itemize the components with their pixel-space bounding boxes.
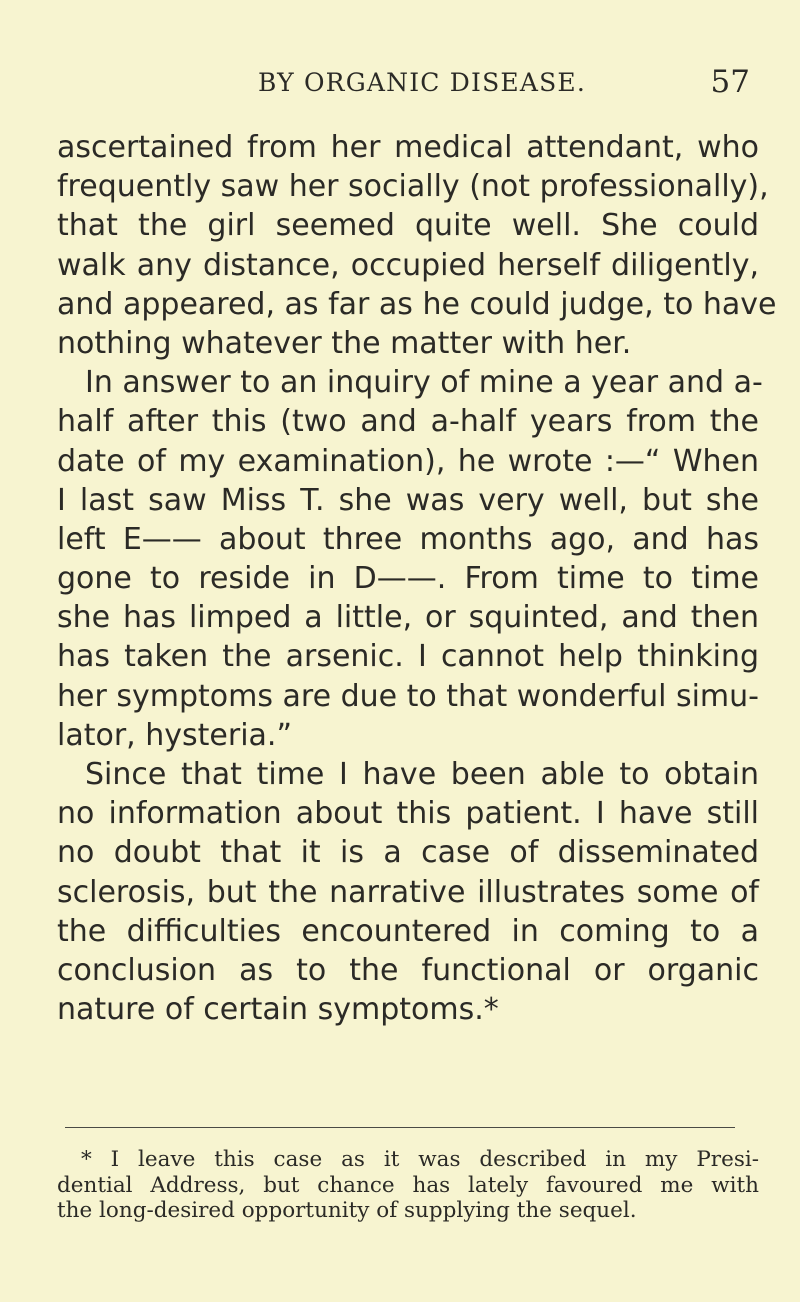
text-line: no information about this patient. I have still	[57, 796, 759, 832]
running-head: BY ORGANIC DISEASE.	[258, 68, 587, 97]
text-line: walk any distance, occupied herself diligently,	[57, 247, 759, 283]
footnote	[57, 1147, 759, 1224]
text-line: nothing whatever the matter with her.	[57, 325, 632, 361]
text-line: conclusion as to the functional or organic	[57, 952, 759, 988]
paragraph-start-line: In answer to an inquiry of mine a year and a-	[85, 365, 763, 401]
page-number: 57	[710, 64, 750, 100]
page-header	[258, 64, 758, 108]
text-line: and appeared, as far as he could judge, to have	[57, 286, 777, 322]
footnote-divider	[65, 1127, 735, 1128]
text-line: has taken the arsenic. I cannot help thinking	[57, 639, 759, 675]
text-line: nature of certain symptoms.*	[57, 992, 499, 1028]
text-line: date of my examination), he wrote :—“ When	[57, 443, 759, 479]
text-line: sclerosis, but the narrative illustrates some of	[57, 874, 759, 910]
text-line: frequently saw her socially (not professionally),	[57, 169, 769, 205]
footnote-line: * I leave this case as it was described in my Presi-	[81, 1147, 759, 1172]
footnote-line: dential Address, but chance has lately favoured me with	[57, 1172, 759, 1198]
text-line: left E—— about three months ago, and has	[57, 521, 759, 557]
text-line: half after this (two and a-half years from the	[57, 404, 759, 440]
text-line: lator, hysteria.”	[57, 717, 292, 753]
text-line: her symptoms are due to that wonderful simu-	[57, 678, 759, 714]
text-line: the difficulties encountered in coming to a	[57, 913, 759, 949]
text-line: that the girl seemed quite well. She could	[57, 208, 759, 244]
text-line: ascertained from her medical attendant, who	[57, 130, 759, 165]
footnote-line: the long-desired opportunity of supplying the sequel.	[57, 1198, 637, 1223]
text-line: no doubt that it is a case of disseminated	[57, 835, 759, 871]
text-line: gone to reside in D——. From time to time	[57, 561, 759, 597]
text-line: she has limped a little, or squinted, and then	[57, 600, 759, 636]
paragraph-start-line: Since that time I have been able to obtain	[85, 757, 759, 792]
body-text	[57, 128, 777, 1029]
text-line: I last saw Miss T. she was very well, but she	[57, 482, 759, 518]
